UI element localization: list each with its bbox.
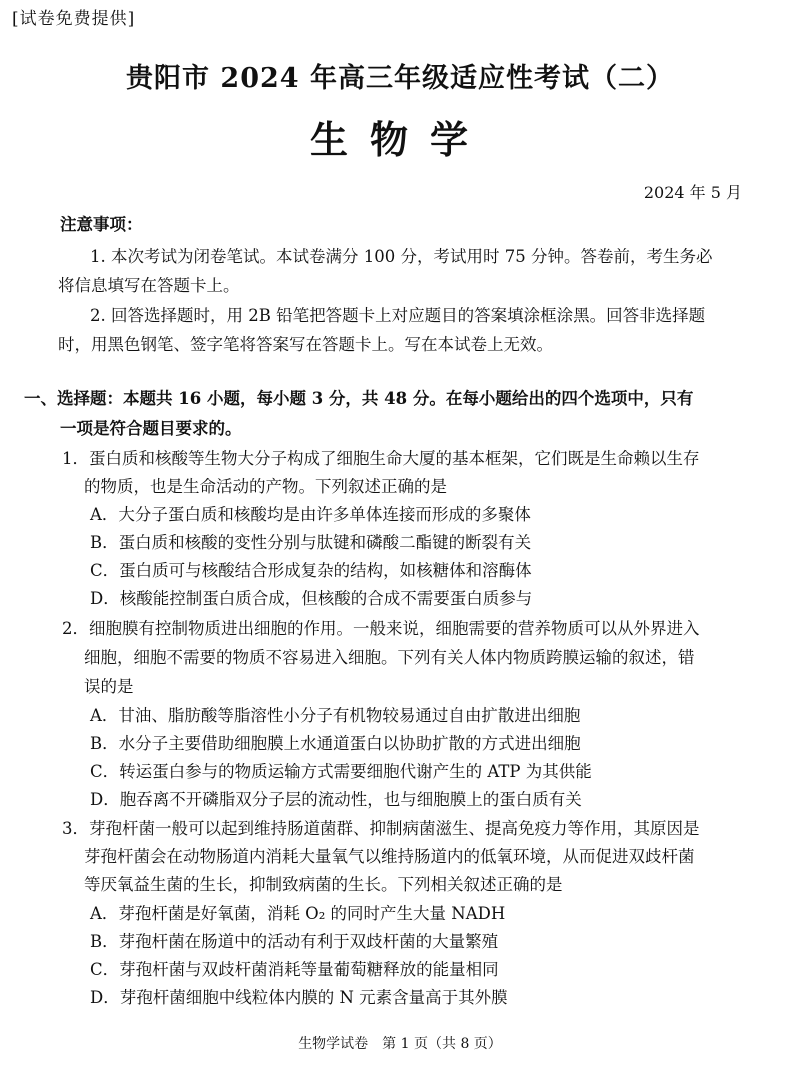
question-1-stem-line-1: 1．蛋白质和核酸等生物大分子构成了细胞生命大厦的基本框架，它们既是生命赖以生存 [62,449,700,468]
question-2-stem-line-3: 误的是 [84,677,134,696]
question-2-stem-line-2: 细胞，细胞不需要的物质不容易进入细胞。下列有关人体内物质跨膜运输的叙述，错 [84,648,695,667]
question-2-stem-line-1: 2．细胞膜有控制物质进出细胞的作用。一般来说，细胞需要的营养物质可以从外界进入 [62,619,700,638]
question-1-option-b: B．蛋白质和核酸的变性分别与肽键和磷酸二酯键的断裂有关 [90,533,532,552]
notice-item-2-line-2: 时，用黑色钢笔、签字笔将答案写在答题卡上。写在本试卷上无效。 [58,335,553,354]
notice-item-2-line-1: 2. 回答选择题时，用 2B 铅笔把答题卡上对应题目的答案填涂框涂黑。回答非选择题 [90,306,706,325]
notice-heading: 注意事项： [60,215,143,234]
question-3-stem-line-1: 3．芽孢杆菌一般可以起到维持肠道菌群、抑制病菌滋生、提高免疫力等作用，其原因是 [62,819,700,838]
question-2-option-c: C．转运蛋白参与的物质运输方式需要细胞代谢产生的 ATP 为其供能 [90,762,592,781]
notice-item-1-line-2: 将信息填写在答题卡上。 [58,276,240,295]
exam-title: 贵阳市 2024 年高三年级适应性考试（二） [126,63,674,94]
notice-item-1-line-1: 1. 本次考试为闭卷笔试。本试卷满分 100 分，考试用时 75 分钟。答卷前，考生务必 [90,247,713,266]
question-1-stem-line-2: 的物质，也是生命活动的产物。下列叙述正确的是 [84,477,447,496]
question-1-option-a: A．大分子蛋白质和核酸均是由许多单体连接而形成的多聚体 [90,505,531,524]
source-tag: [试卷免费提供] [12,9,136,29]
question-3-stem-line-3: 等厌氧益生菌的生长，抑制致病菌的生长。下列相关叙述正确的是 [84,875,563,894]
question-2-option-d: D．胞吞离不开磷脂双分子层的流动性，也与细胞膜上的蛋白质有关 [90,790,582,809]
question-1-option-d: D．核酸能控制蛋白质合成，但核酸的合成不需要蛋白质参与 [90,589,533,608]
question-2-option-a: A．甘油、脂肪酸等脂溶性小分子有机物较易通过自由扩散进出细胞 [90,706,581,725]
subject-title: 生物学 [309,117,490,162]
question-2-option-b: B．水分子主要借助细胞膜上水通道蛋白以协助扩散的方式进出细胞 [90,734,581,753]
section-heading-line-1: 一、选择题：本题共 16 小题，每小题 3 分，共 48 分。在每小题给出的四个选项中，只有 [24,389,694,408]
page-footer: 生物学试卷 第 1 页（共 8 页） [298,1036,502,1052]
question-3-stem-line-2: 芽孢杆菌会在动物肠道内消耗大量氧气以维持肠道内的低氧环境，从而促进双歧杆菌 [84,847,695,866]
question-3-option-b: B．芽孢杆菌在肠道中的活动有利于双歧杆菌的大量繁殖 [90,932,499,951]
section-heading-line-2: 一项是符合题目要求的。 [60,419,242,438]
question-3-option-c: C．芽孢杆菌与双歧杆菌消耗等量葡萄糖释放的能量相同 [90,960,499,979]
exam-date: 2024 年 5 月 [643,183,742,202]
question-1-option-c: C．蛋白质可与核酸结合形成复杂的结构，如核糖体和溶酶体 [90,561,532,580]
question-3-option-d: D．芽孢杆菌细胞中线粒体内膜的 N 元素含量高于其外膜 [90,988,508,1007]
question-3-option-a: A．芽孢杆菌是好氧菌，消耗 O₂ 的同时产生大量 NADH [90,904,506,923]
